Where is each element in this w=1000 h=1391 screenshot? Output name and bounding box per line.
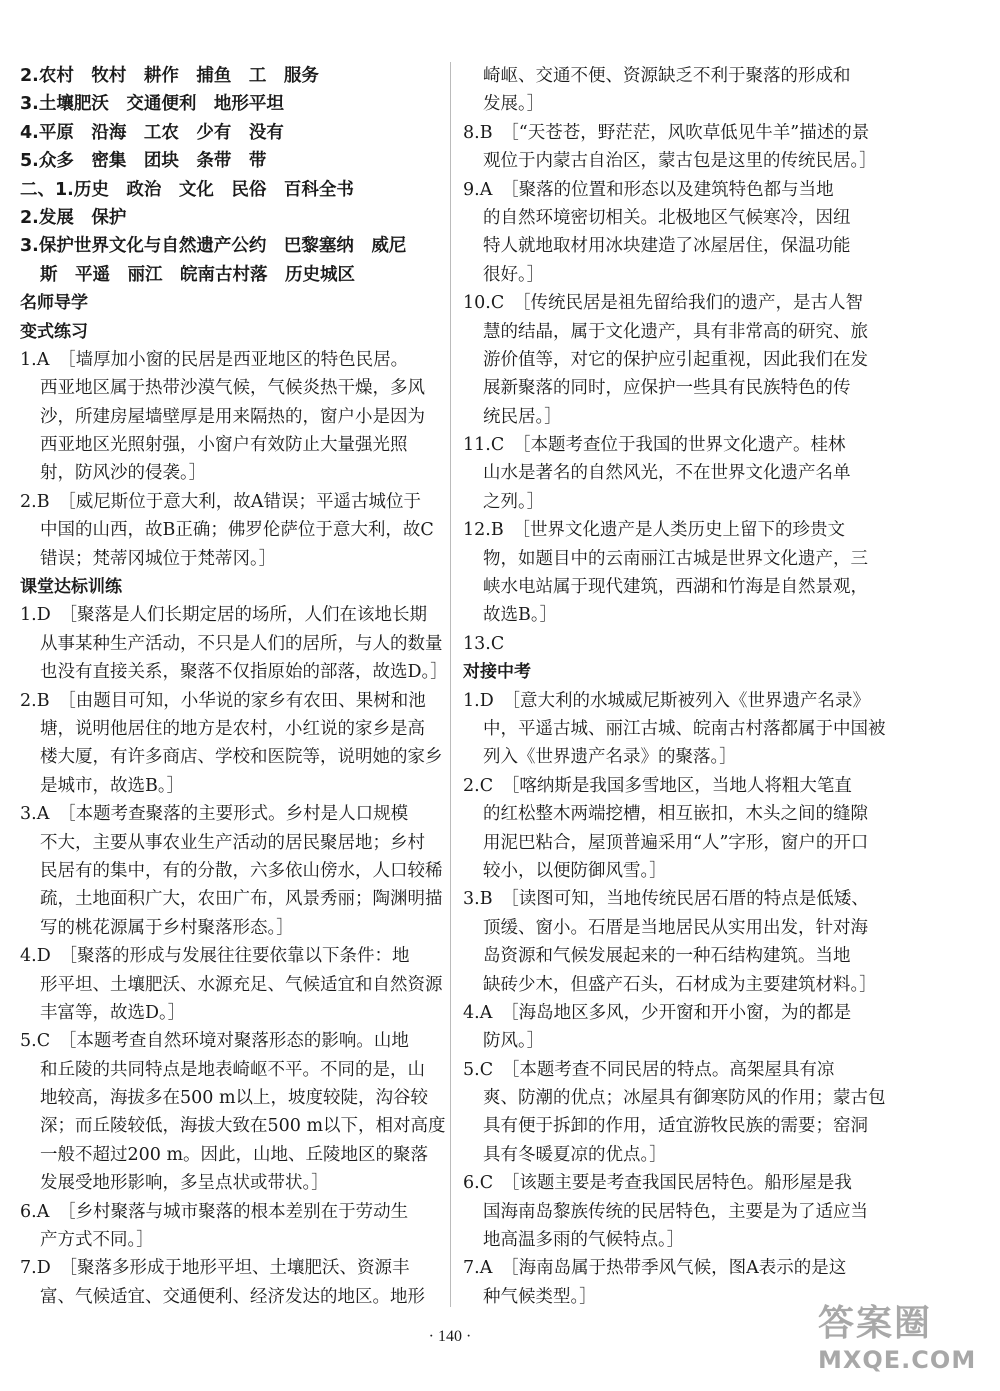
answer-line: 7.D ［聚落多形成于地形平坦、土壤肥沃、资源丰: [20, 1258, 410, 1279]
answer-line: 13.C: [463, 633, 505, 654]
answer-line: 7.A ［海南岛属于热带季风气候，图A表示的是这: [463, 1258, 847, 1279]
right-column: [463, 62, 913, 1311]
answer-line: 沙，所建房屋墙壁厚是用来隔热的，窗户小是因为: [40, 406, 425, 427]
answer-line: 具有冬暖夏凉的优点。］: [483, 1144, 667, 1165]
answer-line: 发展。］: [483, 94, 545, 115]
section-heading: 变式练习: [20, 321, 88, 342]
answer-line: 3.A ［本题考查聚落的主要形式。乡村是人口规模: [20, 804, 409, 825]
answer-line: 缺砖少木，但盛产石头，石材成为主要建筑材料。］: [483, 974, 877, 995]
answer-line: 2.农村 牧村 耕作 捕鱼 工 服务: [20, 66, 319, 86]
answer-line: 3.保护世界文化与自然遗产公约 巴黎塞纳 威尼: [20, 236, 407, 257]
answer-line: 丰富等，故选D。］: [40, 1002, 186, 1023]
answer-line: 西亚地区属于热带沙漠气候，气候炎热干燥，多风: [40, 378, 425, 399]
column-divider: [450, 62, 451, 1307]
answer-line: 9.A ［聚落的位置和形态以及建筑特色都与当地: [463, 179, 834, 200]
answer-line: 展新聚落的同时，应保护一些具有民族特色的传: [483, 378, 851, 399]
answer-line: 岛资源和气候发展起来的一种石结构建筑。当地: [483, 946, 851, 967]
answer-line: 2.B ［由题目可知，小华说的家乡有农田、果树和池: [20, 690, 426, 711]
answer-line: 崎岖、交通不便、资源缺乏不利于聚落的形成和: [483, 66, 851, 86]
answer-line: 塘，说明他居住的地方是农村，小红说的家乡是高: [40, 718, 425, 739]
answer-line: 斯 平遥 丽江 皖南古村落 历史城区: [40, 264, 355, 285]
answer-line: 国海南岛黎族传统的民居特色，主要是为了适应当: [483, 1201, 868, 1222]
answer-line: 峡水电站属于现代建筑，西湖和竹海是自然景观，: [483, 577, 868, 598]
answer-line: 12.B ［世界文化遗产是人类历史上留下的珍贵文: [463, 520, 845, 541]
watermark-logo: [818, 1303, 993, 1385]
answer-line: 故选B。］: [483, 605, 558, 626]
answer-line: 之列。］: [483, 491, 545, 512]
answer-line: 深；而丘陵较低，海拔大致在500 m以下，相对高度: [40, 1116, 446, 1137]
answer-line: 统民居。］: [483, 406, 562, 427]
answer-line: 的自然环境密切相关。北极地区气候寒冷，因纽: [483, 207, 851, 228]
watermark-text-en: MXQE.COM: [818, 1346, 977, 1374]
answer-line: 中，平遥古城、丽江古城、皖南古村落都属于中国被: [483, 718, 886, 739]
answer-line: 地高温多雨的气候特点。］: [483, 1230, 685, 1251]
answer-line: 爽、防潮的优点；冰屋具有御寒防风的作用；蒙古包: [483, 1088, 886, 1109]
answer-line: 也没有直接关系，聚落不仅指原始的部落，故选D。］: [40, 662, 448, 683]
answer-line: 3.土壤肥沃 交通便利 地形平坦: [20, 94, 284, 115]
answer-line: 从事某种生产活动，不只是人们的居所，与人的数量: [40, 633, 443, 654]
answer-line: 一般不超过200 m。因此，山地、丘陵地区的聚落: [40, 1144, 429, 1165]
section-heading: 课堂达标训练: [20, 577, 122, 598]
answer-line: 的红松整木两端挖槽，相互嵌扣，木头之间的缝隙: [483, 804, 868, 825]
answer-line: 发展受地形影响，多呈点状或带状。］: [40, 1173, 329, 1194]
answer-line: 6.C ［该题主要是考查我国民居特色。船形屋是我: [463, 1173, 852, 1194]
answer-line: 写的桃花源属于乡村聚落形态。］: [40, 917, 294, 938]
answer-line: 错误；梵蒂冈城位于梵蒂冈。］: [40, 548, 277, 569]
answer-line: 地较高，海拔多在500 m以上，坡度较陡，沟谷较: [40, 1088, 429, 1109]
answer-line: 2.发展 保护: [20, 207, 127, 228]
answer-line: 顶缓、窗小。石厝是当地居民从实用出发，针对海: [483, 917, 868, 938]
answer-line: 4.D ［聚落的形成与发展往往要依靠以下条件：地: [20, 946, 410, 967]
answer-line: 射，防风沙的侵袭。］: [40, 463, 207, 484]
answer-line: 很好。］: [483, 264, 545, 285]
answer-line: 较小，以便防御风雪。］: [483, 860, 667, 881]
answer-line: 11.C ［本题考查位于我国的世界文化遗产。桂林: [463, 435, 846, 456]
left-column: [20, 62, 475, 1311]
answer-line: 民居有的集中，有的分散，六多依山傍水，人口较稀: [40, 860, 443, 881]
answer-line: 慧的结晶，属于文化遗产，具有非常高的研究、旅: [483, 321, 868, 342]
answer-line: 2.C ［喀纳斯是我国多雪地区，当地人将粗大笔直: [463, 775, 852, 796]
answer-line: 8.B ［“天苍苍，野茫茫，风吹草低见牛羊”描述的景: [463, 122, 870, 143]
watermark-text-cn: 答案圈: [818, 1303, 933, 1344]
answer-line: 形平坦、土壤肥沃、水源充足、气候适宜和自然资源: [40, 974, 443, 995]
answer-line: 4.平原 沿海 工农 少有 没有: [20, 122, 284, 143]
answer-line: 5.C ［本题考查自然环境对聚落形态的影响。山地: [20, 1031, 409, 1052]
answer-line: 游价值等，对它的保护应引起重视，因此我们在发: [483, 349, 868, 370]
answer-line: 特人就地取材用冰块建造了冰屋居住，保温功能: [483, 236, 851, 257]
answer-line: 和丘陵的共同特点是地表崎岖不平。不同的是，山: [40, 1059, 425, 1080]
answer-line: 5.众多 密集 团块 条带 带: [20, 151, 267, 172]
answer-line: 二、1.历史 政治 文化 民俗 百科全书: [20, 179, 354, 200]
answer-line: 富、气候适宜、交通便利、经济发达的地区。地形: [40, 1286, 425, 1307]
answer-line: 疏，土地面积广大，农田广布，风景秀丽；陶渊明描: [40, 889, 443, 910]
answer-line: 观位于内蒙古自治区，蒙古包是这里的传统民居。］: [483, 151, 877, 172]
page-number: · 140 ·: [428, 1328, 472, 1345]
answer-line: 2.B ［威尼斯位于意大利，故A错误；平遥古城位于: [20, 491, 421, 512]
answer-line: 10.C ［传统民居是祖先留给我们的遗产，是古人智: [463, 293, 863, 314]
section-heading: 对接中考: [463, 662, 531, 683]
answer-line: 6.A ［乡村聚落与城市聚落的根本差别在于劳动生: [20, 1201, 409, 1222]
answer-line: 产方式不同。］: [40, 1230, 154, 1251]
answer-line: 不大，主要从事农业生产活动的居民聚居地；乡村: [40, 832, 425, 853]
answer-line: 用泥巴粘合，屋顶普遍采用“人”字形，窗户的开口: [483, 832, 869, 853]
answer-line: 防风。］: [483, 1031, 545, 1052]
answer-line: 1.A ［墙厚加小窗的民居是西亚地区的特色民居。: [20, 349, 409, 370]
section-heading: 名师导学: [20, 293, 88, 314]
answer-line: 1.D ［意大利的水城威尼斯被列入《世界遗产名录》: [463, 690, 870, 711]
answer-line: 1.D ［聚落是人们长期定居的场所，人们在该地长期: [20, 605, 427, 626]
answer-line: 山水是著名的自然风光，不在世界文化遗产名单: [483, 463, 851, 484]
answer-line: 3.B ［读图可知，当地传统民居石厝的特点是低矮、: [463, 889, 869, 910]
answer-line: 中国的山西，故B正确；佛罗伦萨位于意大利，故C: [40, 520, 434, 541]
answer-line: 种气候类型。］: [483, 1286, 597, 1307]
answer-line: 西亚地区光照射强，小窗户有效防止大量强光照: [40, 435, 408, 456]
answer-line: 物，如题目中的云南丽江古城是世界文化遗产，三: [483, 548, 868, 569]
answer-line: 5.C ［本题考查不同民居的特点。高架屋具有凉: [463, 1059, 835, 1080]
answer-line: 4.A ［海岛地区多风，少开窗和开小窗，为的都是: [463, 1002, 852, 1023]
answer-line: 具有便于拆卸的作用，适宜游牧民族的需要；窑洞: [483, 1116, 868, 1137]
answer-line: 是城市，故选B。］: [40, 775, 185, 796]
answer-line: 列入《世界遗产名录》的聚落。］: [483, 747, 737, 768]
answer-line: 楼大厦，有许多商店、学校和医院等，说明她的家乡: [40, 747, 443, 768]
